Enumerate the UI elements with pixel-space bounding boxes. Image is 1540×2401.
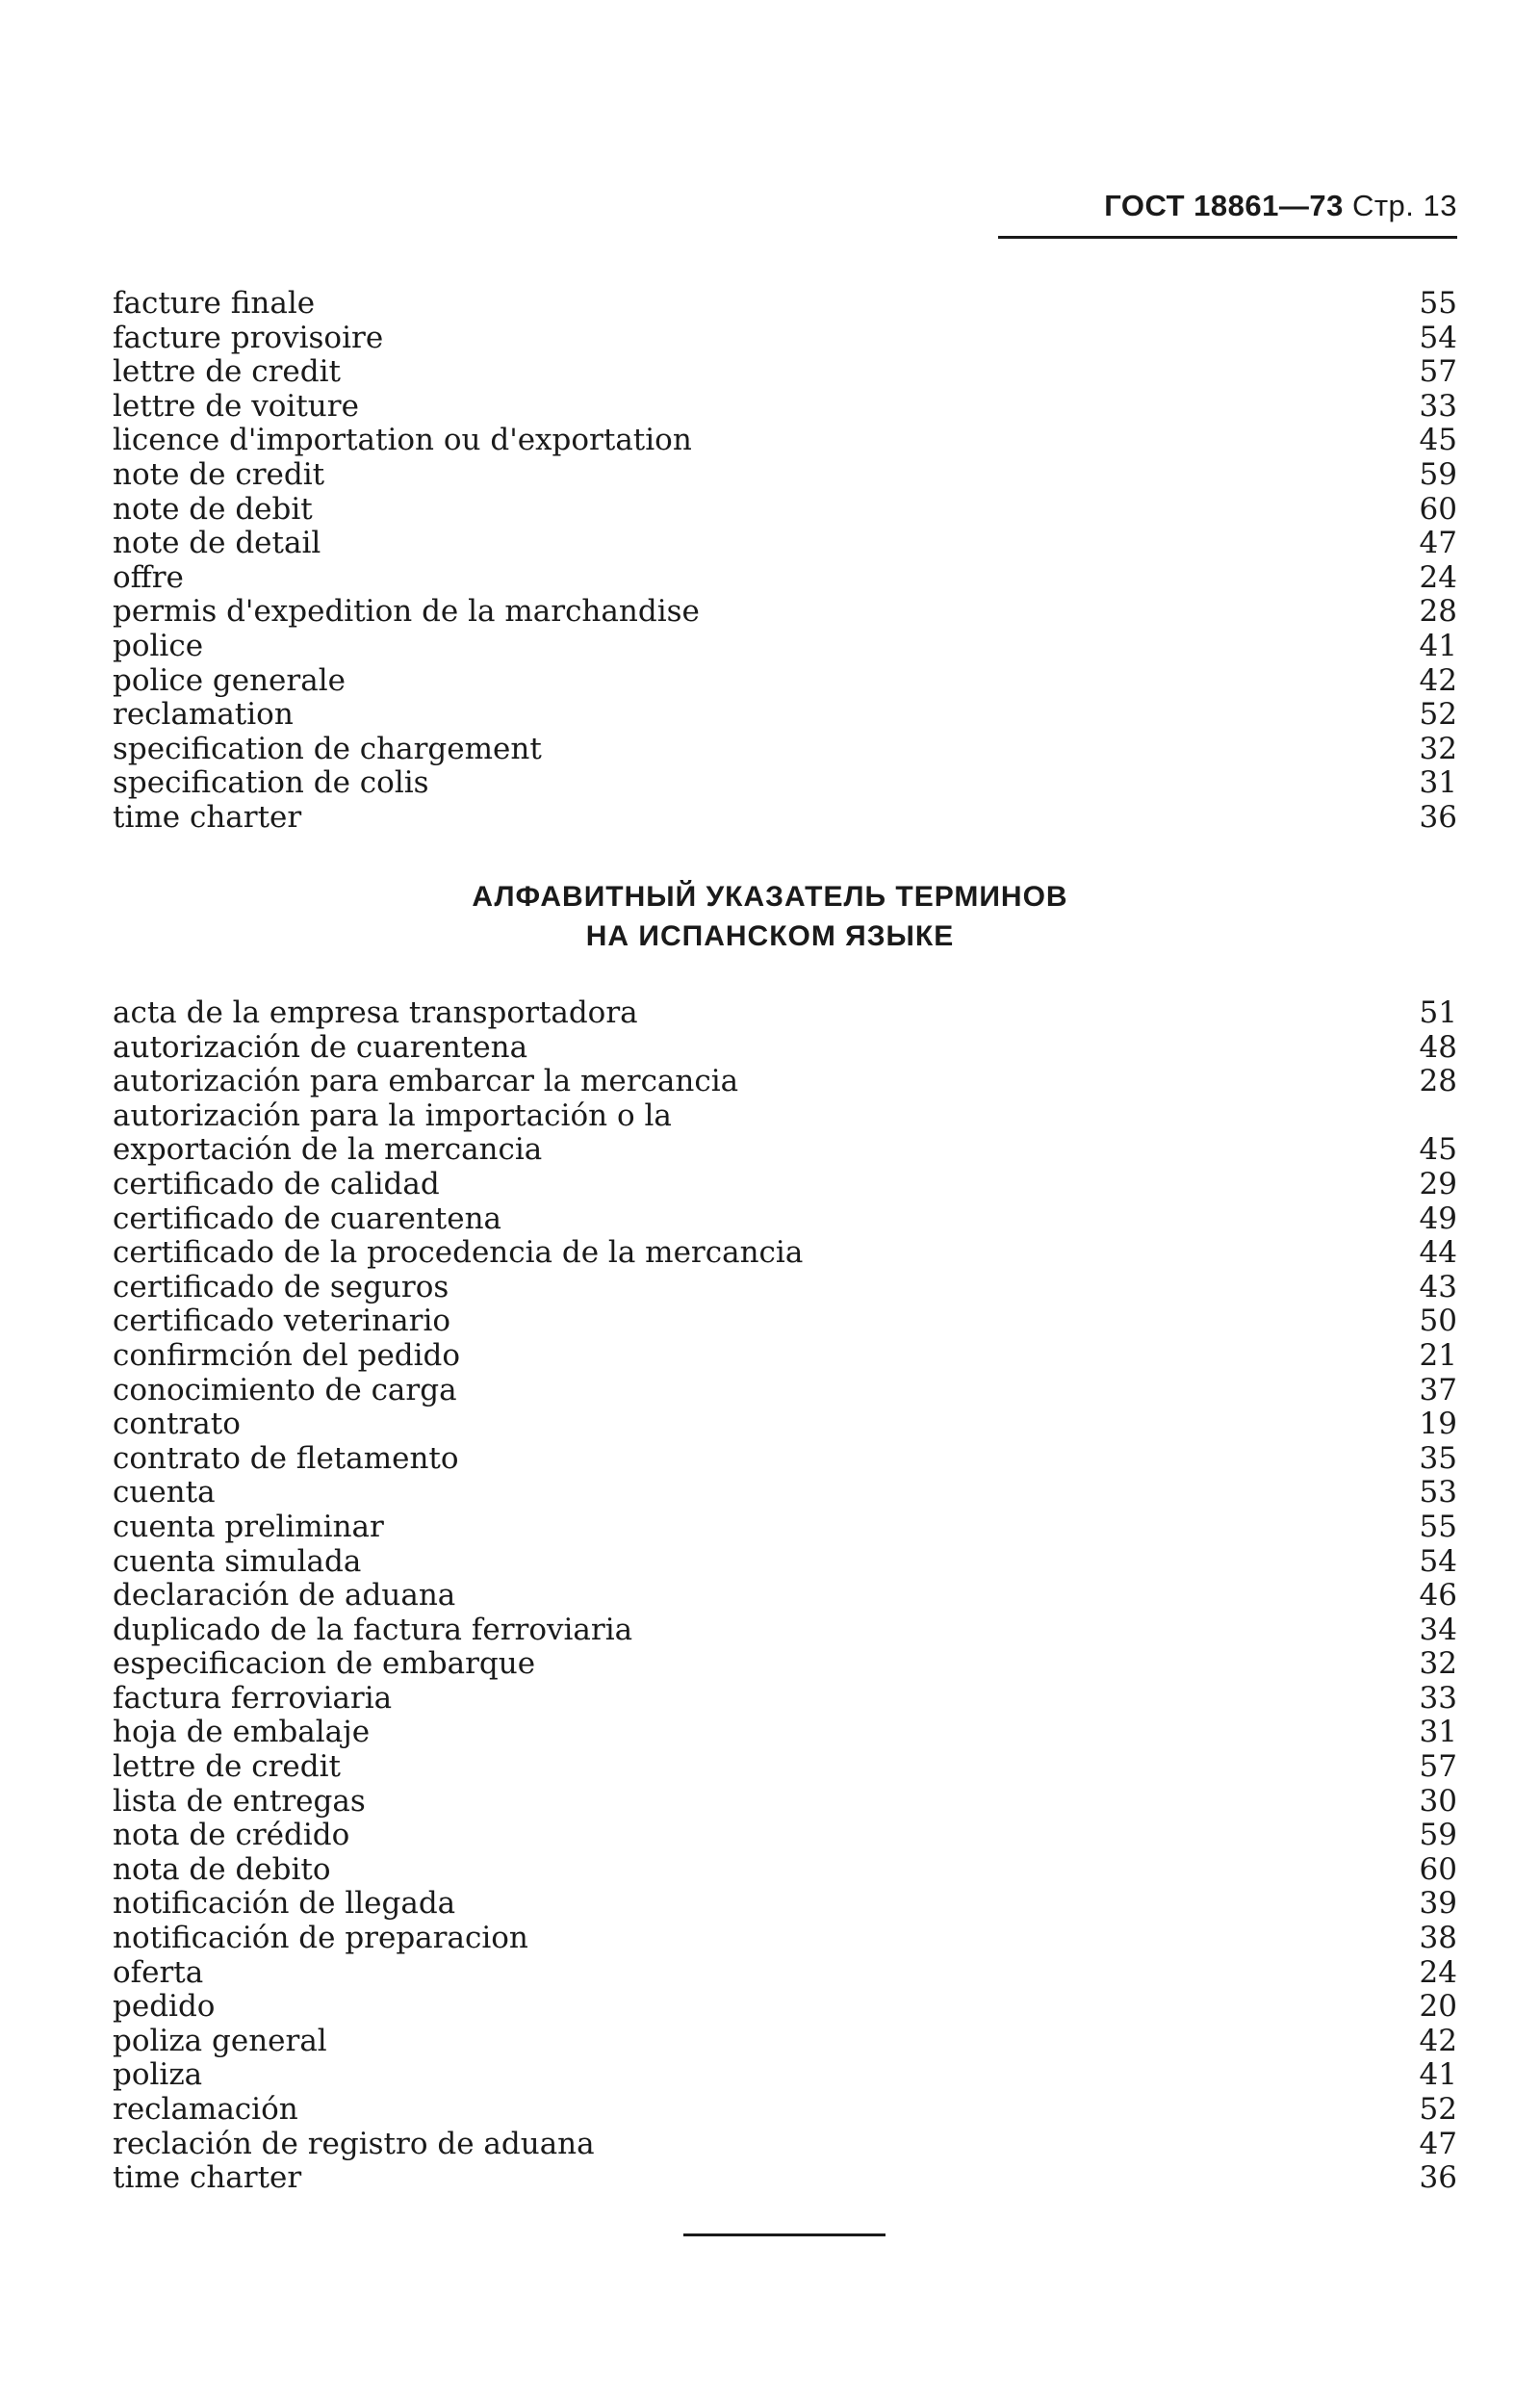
index-entry: [113, 2128, 1457, 2162]
index-term: certificado de cuarentena: [113, 1200, 502, 1236]
index-term: declaración de aduana: [113, 1578, 456, 1614]
index-entry: [113, 561, 1457, 596]
index-entry: [113, 1853, 1457, 1888]
index-term: certificado veterinario: [113, 1304, 451, 1339]
index-entry: [113, 996, 1457, 1031]
index-entry: [113, 390, 1457, 425]
index-entry: [113, 1339, 1457, 1374]
index-term: note de credit: [113, 456, 325, 492]
index-term: poliza general: [113, 2023, 327, 2058]
index-term: time charter: [113, 799, 302, 835]
index-term: confirmción del pedido: [113, 1337, 461, 1373]
index-term: pedido: [113, 1989, 216, 2025]
index-entry: [113, 1922, 1457, 1956]
index-entry: [113, 733, 1457, 767]
index-entry: [113, 766, 1457, 801]
index-term: conocimiento de carga: [113, 1372, 457, 1407]
index-page-number: 42: [1419, 662, 1457, 698]
index-page-number: 51: [1419, 995, 1457, 1030]
index-page-number: 39: [1419, 1886, 1457, 1922]
index-term: lista de entregas: [113, 1783, 366, 1819]
index-page-number: 60: [1419, 1851, 1457, 1887]
index-page-number: 52: [1419, 2092, 1457, 2127]
footer-rule: [683, 2233, 886, 2236]
section-title: [0, 877, 1540, 956]
index-entry: [113, 355, 1457, 390]
index-page-number: 35: [1419, 1440, 1457, 1476]
index-page-number: 19: [1419, 1407, 1457, 1442]
index-page-number: 46: [1419, 1578, 1457, 1614]
index-term: note de debit: [113, 491, 313, 527]
index-term: nota de debito: [113, 1851, 331, 1887]
index-term: duplicado de la factura ferroviaria: [113, 1612, 633, 1647]
index-term: police generale: [113, 662, 346, 698]
index-page-number: 33: [1419, 388, 1457, 424]
index-entry: [113, 1510, 1457, 1545]
index-entry: [113, 1750, 1457, 1785]
index-page-number: 49: [1419, 1200, 1457, 1236]
index-entry: [113, 1271, 1457, 1305]
index-page-number: 44: [1419, 1235, 1457, 1271]
page-header: [1104, 189, 1457, 223]
index-page-number: 54: [1419, 320, 1457, 355]
index-term: autorización para la importación o la: [113, 1097, 672, 1133]
index-term: contrato: [113, 1407, 241, 1442]
index-entry: [113, 1956, 1457, 1991]
index-page-number: 36: [1419, 2160, 1457, 2196]
index-entry: [113, 1133, 1457, 1168]
index-page-number: 34: [1419, 1612, 1457, 1647]
index-term: certificado de calidad: [113, 1166, 440, 1201]
french-term-index: [113, 287, 1457, 836]
index-term: factura ferroviaria: [113, 1680, 393, 1716]
index-page-number: 59: [1419, 1818, 1457, 1853]
index-page-number: 31: [1419, 1715, 1457, 1750]
index-term: lettre de credit: [113, 1749, 341, 1785]
index-term: facture finale: [113, 286, 316, 321]
index-page-number: 24: [1419, 1954, 1457, 1990]
index-entry: [113, 1374, 1457, 1408]
section-title-line-2: НА ИСПАНСКОМ ЯЗЫКЕ: [585, 920, 955, 952]
standard-number: ГОСТ 18861—73: [1104, 189, 1344, 222]
index-entry: [113, 1579, 1457, 1614]
index-page-number: 24: [1419, 559, 1457, 595]
index-term: police: [113, 628, 204, 663]
index-page-number: 28: [1419, 594, 1457, 630]
page-label: Стр. 13: [1351, 189, 1457, 222]
index-page-number: 52: [1419, 697, 1457, 733]
index-page-number: 60: [1419, 491, 1457, 527]
index-term: hoja de embalaje: [113, 1715, 371, 1750]
index-page-number: 54: [1419, 1543, 1457, 1579]
index-page-number: 43: [1419, 1269, 1457, 1304]
index-entry: [113, 2058, 1457, 2093]
index-term: cuenta simulada: [113, 1543, 362, 1579]
index-term: poliza: [113, 2057, 203, 2093]
index-term: permis d'expedition de la marchandise: [113, 594, 700, 630]
index-term: reclamación: [113, 2092, 298, 2127]
header-rule: [998, 236, 1457, 239]
index-page-number: 42: [1419, 2023, 1457, 2058]
index-term: facture provisoire: [113, 320, 384, 355]
index-entry: [113, 1236, 1457, 1271]
index-term: notificación de preparacion: [113, 1921, 528, 1956]
index-entry: [113, 1168, 1457, 1202]
index-page-number: 37: [1419, 1372, 1457, 1407]
index-page-number: 41: [1419, 628, 1457, 663]
index-term: specification de colis: [113, 765, 429, 801]
index-entry: [113, 322, 1457, 356]
index-page-number: 32: [1419, 731, 1457, 766]
index-page-number: 47: [1419, 2126, 1457, 2161]
index-entry: [113, 2025, 1457, 2059]
index-entry: [113, 801, 1457, 836]
index-entry: [113, 1476, 1457, 1510]
index-page-number: 28: [1419, 1064, 1457, 1099]
index-entry: [113, 1647, 1457, 1682]
index-term: autorización para embarcar la mercancia: [113, 1064, 739, 1099]
index-entry: [113, 630, 1457, 664]
index-page-number: 29: [1419, 1166, 1457, 1201]
index-page-number: 38: [1419, 1921, 1457, 1956]
index-page-number: 59: [1419, 456, 1457, 492]
index-term: certificado de la procedencia de la mercancia: [113, 1235, 804, 1271]
index-page-number: 57: [1419, 1749, 1457, 1785]
index-term: lettre de voiture: [113, 388, 359, 424]
index-term: specification de chargement: [113, 731, 542, 766]
index-page-number: 36: [1419, 799, 1457, 835]
index-entry: [113, 1819, 1457, 1853]
index-page-number: 45: [1419, 423, 1457, 458]
index-term: cuenta preliminar: [113, 1509, 384, 1544]
index-entry: [113, 1887, 1457, 1922]
index-term: time charter: [113, 2160, 302, 2196]
index-page-number: 55: [1419, 286, 1457, 321]
index-page-number: 48: [1419, 1029, 1457, 1065]
index-entry: [113, 1990, 1457, 2025]
index-entry: [113, 1031, 1457, 1066]
index-entry: [113, 1304, 1457, 1339]
index-entry: [113, 1202, 1457, 1237]
index-page-number: 50: [1419, 1304, 1457, 1339]
index-term: especificacion de embarque: [113, 1646, 536, 1682]
index-entry: [113, 595, 1457, 630]
index-term: reclación de registro de aduana: [113, 2126, 595, 2161]
index-page-number: 20: [1419, 1989, 1457, 2025]
index-entry: [113, 664, 1457, 699]
index-term: acta de la empresa transportadora: [113, 995, 638, 1030]
index-term: cuenta: [113, 1475, 216, 1510]
index-entry: [113, 1785, 1457, 1820]
index-term: lettre de credit: [113, 354, 341, 390]
index-entry: [113, 1614, 1457, 1648]
index-term: notificación de llegada: [113, 1886, 456, 1922]
index-term: oferta: [113, 1954, 204, 1990]
index-page-number: 55: [1419, 1509, 1457, 1544]
index-term: certificado de seguros: [113, 1269, 449, 1304]
index-page-number: 47: [1419, 526, 1457, 561]
index-entry: [113, 2161, 1457, 2196]
spanish-term-index: [113, 996, 1457, 2196]
index-term: reclamation: [113, 697, 294, 733]
index-entry: [113, 1442, 1457, 1477]
index-entry: [113, 1545, 1457, 1580]
index-page-number: 41: [1419, 2057, 1457, 2093]
index-term: note de detail: [113, 526, 321, 561]
index-page-number: 30: [1419, 1783, 1457, 1819]
index-page-number: 31: [1419, 765, 1457, 801]
index-entry: [113, 698, 1457, 733]
index-term: exportación de la mercancia: [113, 1132, 543, 1168]
index-entry: [113, 1065, 1457, 1099]
index-term: licence d'importation ou d'exportation: [113, 423, 692, 458]
index-entry: [113, 287, 1457, 322]
index-page-number: 53: [1419, 1475, 1457, 1510]
index-page-number: 21: [1419, 1337, 1457, 1373]
index-page-number: 57: [1419, 354, 1457, 390]
index-entry: [113, 1407, 1457, 1442]
index-term: contrato de fletamento: [113, 1440, 459, 1476]
index-entry: [113, 458, 1457, 493]
index-page-number: 33: [1419, 1680, 1457, 1716]
index-term: autorización de cuarentena: [113, 1029, 528, 1065]
index-entry: [113, 493, 1457, 528]
index-page-number: [1390, 1099, 1457, 1134]
index-page-number: 45: [1419, 1132, 1457, 1168]
index-entry: [113, 1682, 1457, 1717]
index-entry: [113, 1099, 1457, 1134]
section-title-line-1: АЛФАВИТНЫЙ УКАЗАТЕЛЬ ТЕРМИНОВ: [472, 881, 1068, 913]
index-entry: [113, 2093, 1457, 2128]
index-entry: [113, 527, 1457, 561]
index-page-number: 32: [1419, 1646, 1457, 1682]
index-term: offre: [113, 559, 184, 595]
index-entry: [113, 424, 1457, 458]
index-term: nota de crédido: [113, 1818, 350, 1853]
index-entry: [113, 1716, 1457, 1750]
